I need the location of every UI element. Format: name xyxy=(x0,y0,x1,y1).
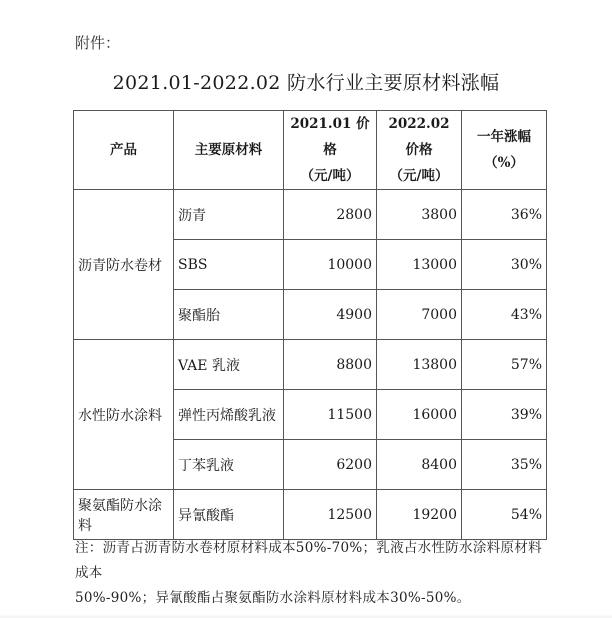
header-price-2022: 2022.02 价格 （元/吨） xyxy=(377,111,462,190)
increase-cell: 54% xyxy=(462,490,547,540)
header-price-2021: 2021.01 价格 （元/吨） xyxy=(284,111,377,190)
price-2021-cell: 10000 xyxy=(284,240,377,290)
product-cell: 聚氨酯防水涂料 xyxy=(74,490,174,540)
price-2021-cell: 12500 xyxy=(284,490,377,540)
footnote-line-2: 50%-90%；异氰酸酯占聚氨酯防水涂料原材料成本30%-50%。 xyxy=(75,590,471,606)
increase-cell: 35% xyxy=(462,440,547,490)
price-2022-cell: 19200 xyxy=(377,490,462,540)
price-2021-cell: 4900 xyxy=(284,290,377,340)
table-row xyxy=(74,490,547,540)
product-cell: 水性防水涂料 xyxy=(74,340,174,490)
header-product: 产品 xyxy=(74,111,174,190)
increase-cell: 30% xyxy=(462,240,547,290)
increase-cell: 36% xyxy=(462,190,547,240)
page-bottom-edge xyxy=(0,614,612,618)
price-2022-cell: 13800 xyxy=(377,340,462,390)
attachment-label: 附件： xyxy=(75,34,121,52)
material-cell: 弹性丙烯酸乳液 xyxy=(174,390,284,440)
price-2022-cell: 3800 xyxy=(377,190,462,240)
header-material: 主要原材料 xyxy=(174,111,284,190)
table-row xyxy=(74,190,547,240)
increase-cell: 57% xyxy=(462,340,547,390)
material-cell: 异氰酸酯 xyxy=(174,490,284,540)
material-cell: SBS xyxy=(174,240,284,290)
price-2021-cell: 8800 xyxy=(284,340,377,390)
price-2021-cell: 11500 xyxy=(284,390,377,440)
raw-material-price-table xyxy=(73,110,547,540)
material-cell: 沥青 xyxy=(174,190,284,240)
material-cell: VAE 乳液 xyxy=(174,340,284,390)
document-title: 2021.01-2022.02 防水行业主要原材料涨幅 xyxy=(112,72,500,94)
footnote-line-1: 注：沥青占沥青防水卷材原材料成本50%-70%；乳液占水性防水涂料原材料成本 xyxy=(75,540,542,581)
table-header-row xyxy=(74,111,547,190)
product-cell: 沥青防水卷材 xyxy=(74,190,174,340)
increase-cell: 43% xyxy=(462,290,547,340)
price-2022-cell: 8400 xyxy=(377,440,462,490)
price-2021-cell: 6200 xyxy=(284,440,377,490)
table-row xyxy=(74,340,547,390)
increase-cell: 39% xyxy=(462,390,547,440)
price-2022-cell: 7000 xyxy=(377,290,462,340)
material-cell: 聚酯胎 xyxy=(174,290,284,340)
footnote xyxy=(75,536,550,611)
price-2022-cell: 16000 xyxy=(377,390,462,440)
header-increase: 一年涨幅 （%） xyxy=(462,111,547,190)
material-cell: 丁苯乳液 xyxy=(174,440,284,490)
price-2021-cell: 2800 xyxy=(284,190,377,240)
price-2022-cell: 13000 xyxy=(377,240,462,290)
